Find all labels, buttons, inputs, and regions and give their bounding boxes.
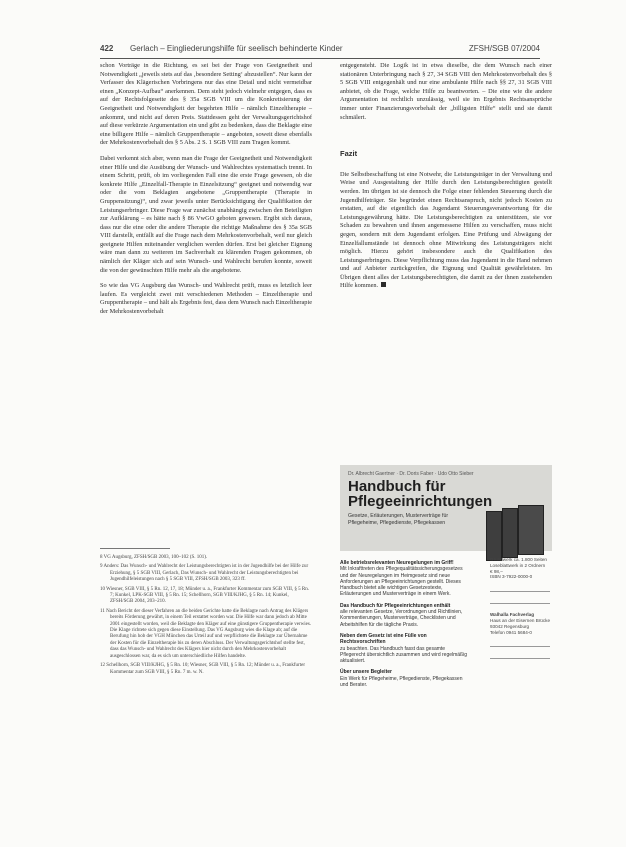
order-form-line <box>490 637 550 647</box>
publisher-line: 93042 Regensburg <box>490 623 530 629</box>
advertisement <box>340 465 552 705</box>
ad-block-heading: Neben dem Gesetz ist eine Fülle von Rechtsvorschriften <box>340 632 427 646</box>
order-line: Loseblattwerk in 2 Ordnern <box>490 562 546 568</box>
order-form-line <box>490 582 550 592</box>
running-title: Gerlach – Eingliederungshilfe für seelisch behinderte Kinder <box>130 44 343 53</box>
ad-title: Handbuch für Pflegeeinrichtungen <box>348 478 493 510</box>
ad-block-text: zu beachten. Das Handbuch fasst das gesamte Pflegerecht übersichtlich zusammen und wird regelmäßig aktualisiert. <box>340 645 468 665</box>
book-cover <box>518 505 544 555</box>
footnotes <box>100 548 312 679</box>
left-column <box>100 62 312 324</box>
section-heading: Fazit <box>340 149 358 159</box>
order-form-line <box>490 649 550 659</box>
ad-banner <box>340 465 552 551</box>
paragraph: entgegensteht. Die Logik ist in etwa dieselbe, die dem Wunsch nach einer stationären Unterbringung nach § 27, 34 SGB VIII den Mehrkostenvorbehalt des § 5 SGB VIII entgegenhält und nur eine ambulante Hilfe nach §§ 27, 31 SGB VIII anbietet, ob die Frage, welche Hilfe zu beantworten. – Die eine wie die andere Argumentation ist rechtlich unzulässig, weil sie im Ergebnis Rechtsansprüche immer unter Finanzierungsvorbehalt der „billigsten Hilfe“ stellt und sie damit schmälert. <box>340 62 552 121</box>
header-rule <box>100 58 540 59</box>
ad-block-heading: Alle betriebsrelevanten Neuregelungen im Griff! <box>340 560 454 566</box>
ad-authors: Dr. Albrecht Gaertner · Dr. Doris Faber · Udo Otto Sieber <box>348 471 474 477</box>
order-line: € 98,– <box>490 568 503 574</box>
ad-block-heading: Das Handbuch für Pflegeeinrichtungen enthält <box>340 602 451 609</box>
paragraph <box>340 171 552 291</box>
paragraph-text: Die Selbstbeschaffung ist eine Notwehr, die Leistungsträger in der Verwaltung und Weise und Ausgestaltung der Hilfe durch den Leistungsberechtigten gestellt werden. Im übrigen ist sie dennoch die Folge einer fehlenden Steuerung durch die Jugendhilfeträger. Sie begründet einen Rechtsanspruch, nicht jedoch Kosten zu erstatten, auf die eigentlich das Jugendamt Steuerungsverantwortung für die Leistungsgewährung hätte. Die Leistungsberechtigten zu unterstützen, sie vor Schaden zu bewahren und ihnen angemessene Hilfen zu verschaffen, muss nicht gegen, sondern mit dem Jugendamt erfolgen. Eine Prüfung und Abwägung der Einzelfallumstände ist dennoch ohne Mitwirkung des Leistungsträgers nicht möglich. Hierzu gehört insbesondere auch die Qualifikation des Leistungserbringers. Diese Verpflichtung muss das Jugendamt in die Hand nehmen und auf Anbieter zurückgreifen, die Eignung und Qualität gewährleisten. Im Übrigen dient alles der Leistungsberechtigten, die damit zu der ihnen zustehenden Hilfe kommen. <box>340 170 552 290</box>
paragraph: So wie das VG Augsburg das Wunsch- und Wahlrecht prüft, muss es letztlich leer laufen. Es vergleicht zwei mit verschiedenen Methoden – Einzeltherapie und Gruppentherapie – und hält als Ergebnis fest, dass dem Wunsch nach Einzeltherapie der Mehrkostenvorbehalt <box>100 282 312 316</box>
footnote: 12 Schellhorn, SGB VIII/KJHG, § 5 Rn. 10; Wiesner, SGB VIII, § 5 Rn. 12; Münder u. a., Frankfurter Kommentar zum SGB VIII, § 5 Rn. 7 m. w. N. <box>100 663 305 675</box>
paragraph: Dabei verkennt sich aber, wenn man die Frage der Geeignetheit und Notwendigkeit einer Hilfe und die Ausübung der Wunsch- und Wahlrechtes systematisch trennt. In einem Schritt, prüft, ob im vorliegenden Fall eine die erste Frage gewesen, ob die konkrete Hilfe „Einzelfall-Therapie in Einzelsitzung“ geeignet und notwendig war oder die vom Beklagten angebotene „Gruppentherapie (Therapie in Gruppensitzung)“, und zwar jeweils unter Berücksichtigung der Qualifikation der Leistungserbringer. Diese Frage war zunächst unabhängig zwischen den Beteiligten zur Aufklärung – es hätte nach § 86 VwGO geboten gewesen. Ergibt sich daraus, dass nur die eine oder die andere Therapie die richtige Maßnahme des § 35a SGB VIII darstellt, entfällt auf die Frage nach dem Mehrkostenvorbehalt, weil nur gleich geeignete Hilfen miteinander verglichen werden dürfen. Erst bei gleicher Eignung wäre man dann zu weiteren im Sachverhalt zu klärenden Fragen gekommen, ob nämlich der Kläger sich auf sein Wunsch- und Wahlrecht berufen konnte, soweit die von der gewünschten Hilfe mehr als die angebotene. <box>100 154 312 274</box>
order-line: Grundwerk ca. 1.800 Seiten <box>490 557 547 562</box>
ad-text <box>340 560 470 688</box>
right-column <box>340 62 552 298</box>
running-header <box>100 44 540 58</box>
footnote: 11 Nach Bericht der dieser Verfahren an die beiden Gerichte hatte die Beklagte nach Antrag des Klägers bereits Förderung gewährt, in einem Teil erstattet worden war. Die Hilfe war dann jedoch ab Mitte 2001 eingestellt worden, weil die Beklagte den Kläger auf eine günstigere Gruppentherapie verwies. Die Klage richtete sich gegen diese Einstellung. Das VG Augsburg wies die Klage ab; auf die Berufung hin hob der VGH München das Urteil auf und verpflichtete die Beklagte zur Übernahme der Kosten für die Einzeltherapie bis zu deren Abschluss. Der Verwaltungsgerichtshof stellte fest, dass das Wunsch- und Wahlrecht des Klägers hier nicht durch den Mehrkostenvorbehalt ausgeschlossen war, da es sich um unterschiedliche Hilfen handelte. <box>100 608 312 659</box>
order-line: ISBN 3-7922-0000-0 <box>490 574 533 580</box>
page-number: 422 <box>100 44 114 53</box>
publisher-line: Telefon 0941 5684-0 <box>490 629 532 635</box>
ad-block-text: Ein Werk für Pflegeheime, Pflegedienste, Pflegekassen und Berater. <box>340 675 463 689</box>
ad-block-text: alle relevanten Gesetze, Verordnungen und Richtlinien, Kommentierungen, Musterverträge, Checklisten und Arbeitshilfen für die tägliche Praxis. <box>340 609 463 628</box>
journal-issue: ZFSH/SGB 07/2004 <box>468 44 540 53</box>
publisher-name: Walhalla Fachverlag <box>490 612 534 618</box>
footnote: 9 Anders: Das Wunsch- und Wahlrecht der Leistungsberechtigten ist in der Jugendhilfe bei der Hilfe zur Erziehung, § 5 SGB VIII, Gerlach, Das Wunsch- und Wahlrecht der Leistungsberechtigten bei Jugendhilfeleistungen nach § 5 SGB VIII, ZFSH/SGB 2003, 323 ff. <box>100 564 309 583</box>
ad-subtitle: Gesetze, Erläuterungen, Musterverträge für Pflegeheime, Pflegedienste, Pflegekassen <box>348 513 449 526</box>
footnote-rule <box>100 548 170 549</box>
publisher-line: Haus an der Eisernen Brücke <box>490 617 551 623</box>
ad-body <box>340 551 552 692</box>
ad-block-text: Mit Inkrafttreten des Pflegequalitätssicherungsgesetzes und der Neuregelungen im Heimgesetz sind neue Anforderungen an Pflegeeinrichtungen gestellt. Dieses Handbuch bietet alle wichtigen Gesetzestexte, Erläuterungen und Musterverträge in einem Werk. <box>340 566 463 598</box>
paragraph: schon Vorträge in die Richtung, es sei bei der Frage von Geeignetheit und Notwendigkeit „jeweils stets auf das ‚besondere Setting‘ abzustellen“. Nur kann der Verfasser des Klägerischen Vorbringens nur das eine Detail und nicht vermeidbar einen „Konzept-Aufbau“ anerkennen. Dem steht jedoch vielmehr entgegen, dass es auf der Rechtsfolgeseite des § 35a SGB VIII um die Konkretisierung der Geeignetheit und Notwendigkeit der begehrten Hilfe – nämlich Einzeltherapie – ankommt, und nicht auf deren Preis. Stattdessen geht der Verwaltungsgerichtshof auf diese verkürzte Argumentation ein und gibt zu bedenken, dass die Beklagte eine eine billigere Hilfe – nämlich Gruppentherapie – angeboten, soweit diese ebenfalls der Mehrkostenvorbehalt des § 5 Abs. 2 S. 1 SGB VIII zum Tragen kommt. <box>100 62 312 147</box>
footnote: 8 VG Augsburg, ZFSH/SGB 2003, 100–102 (S. 101). <box>100 555 208 560</box>
order-form-line <box>490 594 550 604</box>
ad-block-heading: Über unsere Begleiter <box>340 669 392 676</box>
end-of-article-mark <box>381 282 386 287</box>
footnote: 10 Wiesner, SGB VIII, § 5 Rn. 12, 17, 18; Münder u. a., Frankfurter Kommentar zum SGB VIII, § 5 Rn. 7; Kunkel, LPK-SGB VIII, § 5 Rn. 15; Schellhorn, SGB VIII/KJHG, § 5 Rn. 14; Kunkel, ZFSH/SGB 2004, 203–210. <box>100 586 310 605</box>
ad-order-info <box>490 557 550 659</box>
